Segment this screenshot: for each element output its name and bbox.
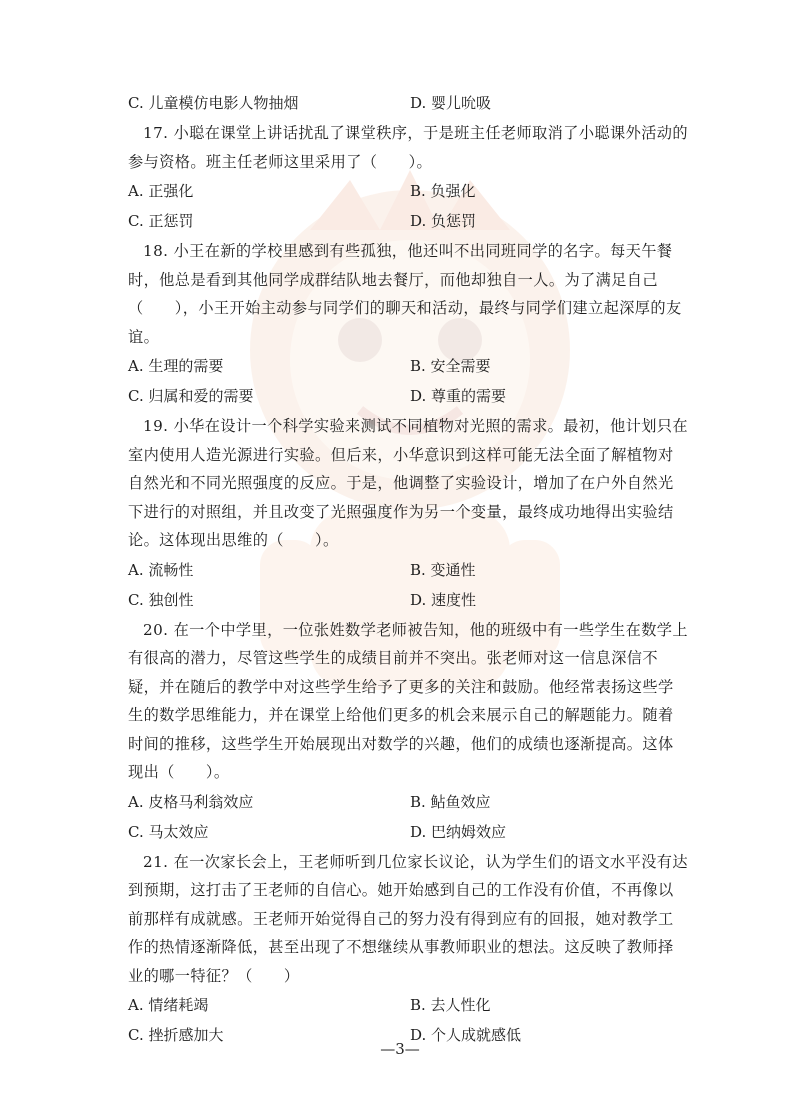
option-b: B. 负强化: [410, 182, 476, 200]
question-19-options-row-2: [128, 585, 688, 615]
option-c: C. 正惩罚: [128, 212, 194, 230]
option-c: C. 挫折感加大: [128, 1026, 224, 1044]
question-19-options-row-1: [128, 555, 688, 585]
question-18-options-row-1: [128, 351, 688, 381]
option-c: C. 马太效应: [128, 822, 209, 841]
option-a: A. 皮格马利翁效应: [128, 792, 254, 811]
option-c: C. 归属和爱的需要: [128, 387, 254, 405]
option-d: D. 尊重的需要: [410, 387, 507, 405]
prev-question-options-row: [128, 88, 688, 118]
option-b: B. 变通性: [410, 560, 476, 579]
question-20-options-row-1: [128, 787, 688, 817]
option-d: D. 负惩罚: [410, 212, 477, 230]
option-d: D. 婴儿吮吸: [410, 94, 492, 112]
question-18-options-row-2: [128, 381, 688, 411]
option-a: A. 情绪耗竭: [128, 996, 209, 1014]
option-c: C. 儿童模仿电影人物抽烟: [128, 94, 299, 112]
option-b: B. 安全需要: [410, 357, 491, 375]
option-a: A. 流畅性: [128, 560, 194, 579]
page-number: —3—: [380, 1040, 420, 1058]
question-17-options-row-2: [128, 206, 688, 236]
option-d: D. 巴纳姆效应: [410, 822, 507, 841]
option-b: B. 鲇鱼效应: [410, 792, 491, 811]
option-d: D. 速度性: [410, 590, 477, 609]
option-a: A. 生理的需要: [128, 357, 224, 375]
option-d: D. 个人成就感低: [410, 1026, 522, 1044]
question-17-text: 17. 小聪在课堂上讲话扰乱了课堂秩序，于是班主任老师取消了小聪课外活动的参与资格。班主任老师这里采用了（ ）。: [128, 124, 688, 171]
question-21-options-row-1: [128, 990, 688, 1020]
question-18-text: 18. 小王在新的学校里感到有些孤独，他还叫不出同班同学的名字。每天午餐时，他总是看到其他同学成群结队地去餐厅，而他却独自一人。为了满足自己（ ），小王开始主动参与同学们的聊天和活动，最终与同学们建立起深厚的友谊。: [128, 242, 682, 346]
question-21-text: 21. 在一次家长会上，王老师听到几位家长议论，认为学生们的语文水平没有达到预期，这打击了王老师的自信心。她开始感到自己的工作没有价值，不再像以前那样有成就感。王老师开始觉得自己的努力没有得到应有的回报，她对教学工作的热情逐渐降低，甚至出现了不想继续从事教师职业的想法。这反映了教师择业的哪一特征？（ ）: [128, 852, 688, 985]
question-20-text: 20. 在一个中学里，一位张姓数学老师被告知，他的班级中有一些学生在数学上有很高的潜力，尽管这些学生的成绩目前并不突出。张老师对这一信息深信不疑，并在随后的教学中对这些学生给予了更多的关注和鼓励。他经常表扬这些学生的数学思维能力，并在课堂上给他们更多的机会来展示自己的解题能力。随着时间的推移，这些学生开始展现出对数学的兴趣，他们的成绩也逐渐提高。这体现出（ ）。: [128, 620, 688, 781]
option-a: A. 正强化: [128, 182, 194, 200]
question-content: [128, 88, 688, 1050]
option-c: C. 独创性: [128, 590, 194, 609]
question-20-options-row-2: [128, 817, 688, 847]
option-b: B. 去人性化: [410, 996, 491, 1014]
question-17-options-row-1: [128, 176, 688, 206]
question-19-text: 19. 小华在设计一个科学实验来测试不同植物对光照的需求。最初，他计划只在室内使用人造光源进行实验。但后来，小华意识到这样可能无法全面了解植物对自然光和不同光照强度的反应。于是，他调整了实验设计，增加了在户外自然光下进行的对照组，并且改变了光照强度作为另一个变量，最终成功地得出实验结论。这体现出思维的（ ）。: [128, 417, 688, 549]
